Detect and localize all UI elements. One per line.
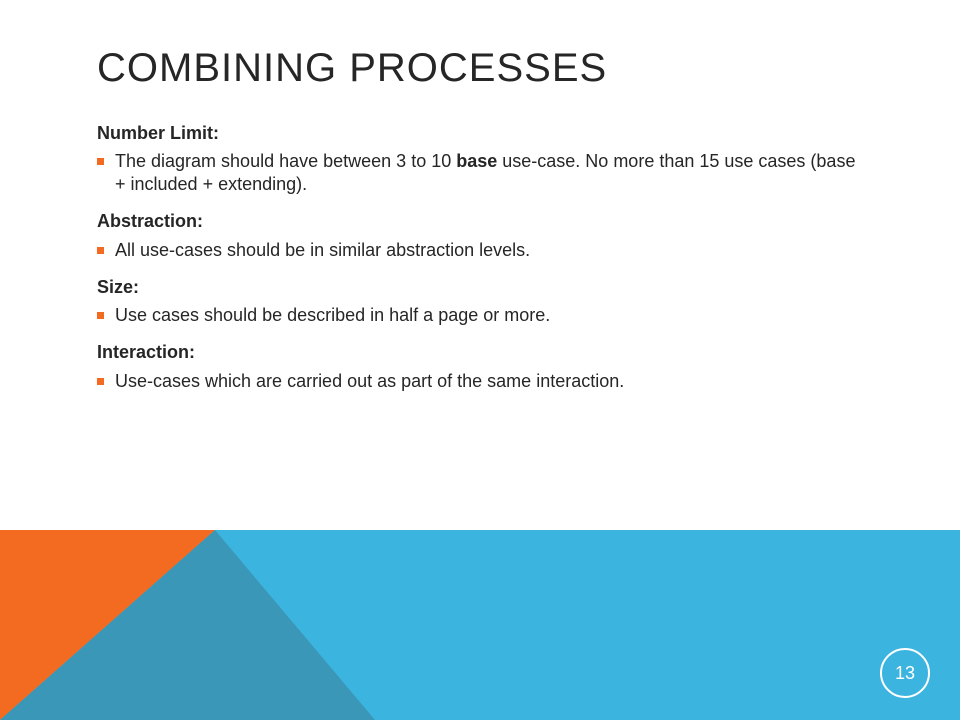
- page-number-badge: 13: [880, 648, 930, 698]
- bullet-text: All use-cases should be in similar abstraction levels.: [115, 239, 531, 260]
- bullet-item: [97, 304, 857, 327]
- bullet-text-bold: base: [456, 151, 498, 172]
- bullet-text-after: use-case. No more than 15 use cases (base + included + extending).: [115, 151, 856, 195]
- bullet-text: Use-cases which are carried out as part of the same interaction.: [115, 370, 625, 391]
- square-bullet-icon: [97, 312, 104, 319]
- bullet-item: [97, 370, 857, 393]
- bullet-list: [97, 304, 857, 327]
- bullet-item: [97, 150, 857, 196]
- section-interaction: [97, 341, 857, 392]
- bullet-text: Use cases should be described in half a page or more.: [115, 305, 551, 326]
- slide-title: COMBINING PROCESSES: [97, 46, 608, 90]
- bullet-text-before: The diagram should have between 3 to 10: [115, 151, 457, 172]
- decorative-footer-band: [0, 530, 960, 720]
- square-bullet-icon: [97, 378, 104, 385]
- bullet-list: [97, 150, 857, 196]
- bullet-list: [97, 370, 857, 393]
- section-number-limit: [97, 122, 857, 196]
- slide-content: [97, 122, 857, 407]
- bullet-list: [97, 239, 857, 262]
- section-heading: Size:: [97, 276, 140, 297]
- section-size: [97, 276, 857, 327]
- square-bullet-icon: [97, 158, 104, 165]
- square-bullet-icon: [97, 247, 104, 254]
- section-abstraction: [97, 210, 857, 261]
- bullet-item: [97, 239, 857, 262]
- section-heading: Abstraction:: [97, 211, 204, 232]
- section-heading: Interaction:: [97, 342, 196, 363]
- section-heading: Number Limit:: [97, 123, 220, 143]
